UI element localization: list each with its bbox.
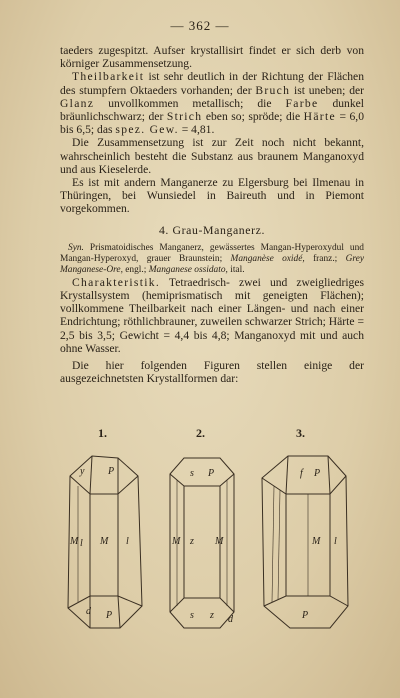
text-segment: ist uneben; der xyxy=(290,83,364,97)
text-segment: = 4,81. xyxy=(178,123,215,137)
paragraph-locations: Es ist mit andern Manganerze zu Elgersburg bei Ilmenau in Thüringen, bei Wunsiedel in Baireuth und in Piemont vorgekommen. xyxy=(60,176,364,216)
syn-text: Prismatoidisches Manganerz, gewässertes Mangan-Hyperoxydul und Mangan-Hyperoxyd, grauer Braunstein; xyxy=(60,242,364,264)
page-text xyxy=(60,44,364,385)
figure-number-1: 1. xyxy=(98,426,107,440)
paragraph-continuation: taeders zugespitzt. Aufser krystallisirt findet er sich derb von körniger Zusammensetzung. xyxy=(60,44,364,71)
label-1-P: P xyxy=(108,466,115,477)
paragraph-characteristics xyxy=(60,276,364,355)
text-segment: = 6,0 bis 6,5; das xyxy=(60,110,364,137)
syn-label: Syn. xyxy=(68,242,84,253)
label-2-M2: M xyxy=(172,536,181,547)
label-1-l: l xyxy=(126,536,129,547)
label-3-M: M xyxy=(312,536,321,547)
text-segment: eben so; spröde; die xyxy=(202,110,304,124)
label-2-s: s xyxy=(190,468,194,479)
term-charakteristik: Charakteristik. xyxy=(72,275,161,289)
paragraph-composition: Die Zusammensetzung ist zur Zeit noch nicht bekannt, wahrscheinlich besteht die Substanz aus braunem Manganoxyd und aus Kieselerde. xyxy=(60,136,364,176)
label-3-P: P xyxy=(314,468,321,479)
label-2-s2: s xyxy=(190,610,194,621)
label-1-M2: M xyxy=(70,536,79,547)
term-spez-gew: spez. Gew. xyxy=(115,123,179,137)
syn-english-lang: engl.; xyxy=(122,264,149,275)
label-1-M: M xyxy=(100,536,109,547)
label-2-M: M xyxy=(215,536,224,547)
label-2-d: d xyxy=(228,614,233,625)
text-segment: unvollkommen metallisch; die xyxy=(94,96,286,110)
syn-french-lang: franz.; xyxy=(304,253,346,264)
text-segment: dunkel bräunlichschwarz; der xyxy=(60,96,364,124)
characteristics-text: Tetraedrisch- zwei und zweigliedriges Krystallsystem (hemiprismatisch mit geneigten Flächen); vollkommene Theilbarkeit nach einer Längen- und nach einer Endrichtung; röthlichbrauner, zuweilen schwarzer Strich; Härte = 2,5 bis 3,5; Gewicht = 4,4 bis 4,8; Manganoxyd mit und auch ohne Wasser. xyxy=(60,275,364,355)
crystal-figures xyxy=(50,446,362,636)
label-2-z2: z xyxy=(210,610,214,621)
label-1-d: d xyxy=(86,606,91,617)
label-1-l2: l xyxy=(80,538,83,549)
label-1-y: y xyxy=(80,466,85,477)
section-heading: 4. Grau-Manganerz. xyxy=(158,222,266,237)
term-theilbarkeit: Theilbarkeit xyxy=(72,70,145,84)
syn-italian-lang: ital. xyxy=(227,264,245,275)
syn-french: Manganèse oxidé, xyxy=(230,253,305,264)
label-3-l: l xyxy=(334,536,337,547)
label-3-f: f xyxy=(300,468,303,479)
text-segment: ist sehr deutlich in der Richtung der Flächen des stumpfern Oktaeders vorhanden; der xyxy=(60,70,364,97)
label-3-P2: P xyxy=(302,610,309,621)
label-2-P: P xyxy=(208,468,215,479)
paragraph-figures-intro: Die hier folgenden Figuren stellen einige der ausgezeichnetsten Krystallformen dar: xyxy=(60,359,364,386)
term-strich: Strich xyxy=(166,110,203,124)
paragraph-properties xyxy=(60,70,364,136)
syn-english: Grey Manganese-Ore, xyxy=(60,253,365,275)
figure-number-3: 3. xyxy=(296,426,305,440)
label-1-P2: P xyxy=(106,610,113,621)
synonyms-paragraph xyxy=(60,243,364,276)
syn-italian: Manganese ossidato, xyxy=(148,264,228,275)
term-farbe: Farbe xyxy=(285,96,319,110)
term-bruch: Bruch xyxy=(255,83,291,97)
label-2-z: z xyxy=(190,536,194,547)
term-haerte: Härte xyxy=(303,110,336,124)
figure-number-2: 2. xyxy=(196,426,205,440)
figure-numbers xyxy=(0,426,400,442)
term-glanz: Glanz xyxy=(60,96,95,110)
page-number: — 362 — xyxy=(170,18,230,33)
